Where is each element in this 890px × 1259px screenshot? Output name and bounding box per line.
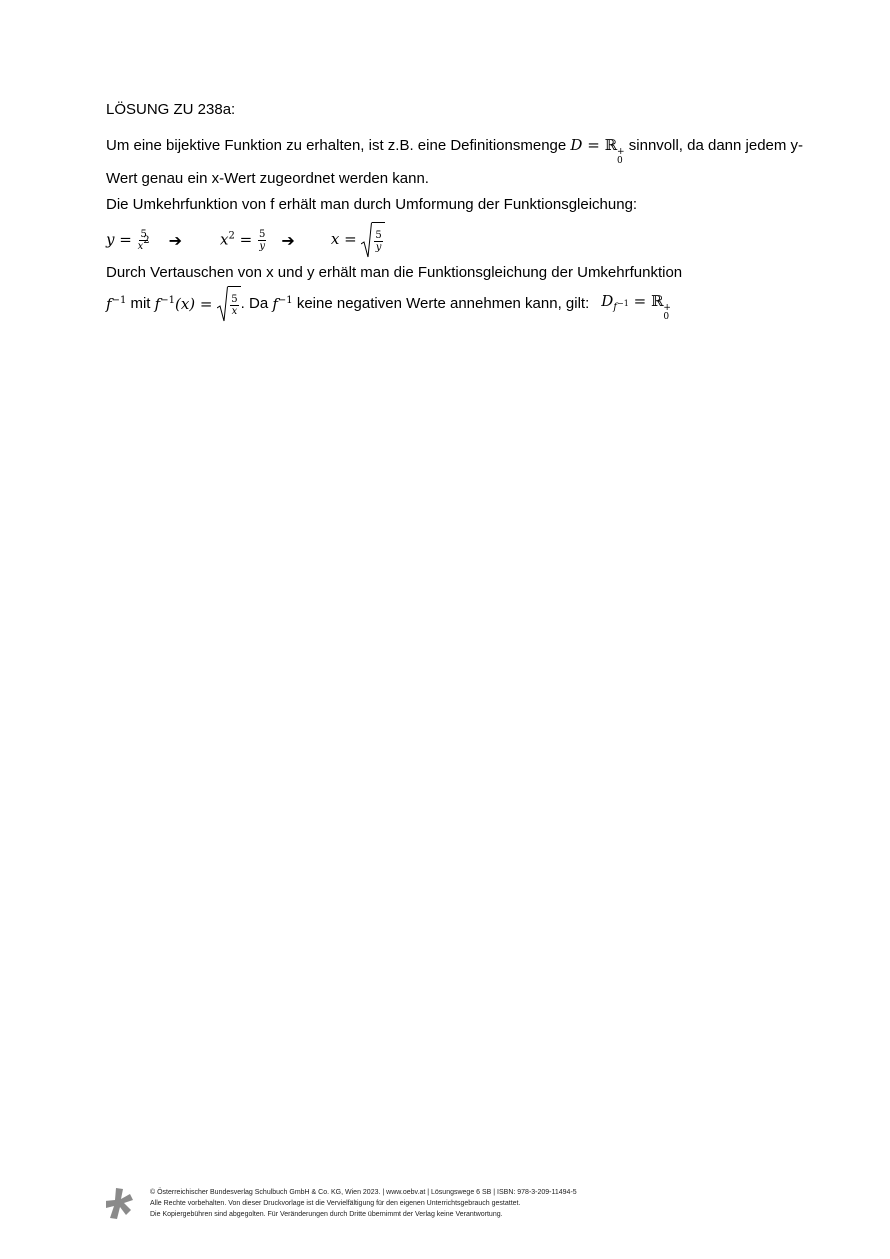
paragraph-vertauschen: Durch Vertauschen von x und y erhält man die Funktionsgleichung der Umkehrfunktion (106, 264, 683, 281)
equation-1: y = $\frac{5}{x2}$ (106, 228, 150, 252)
paragraph-definitionsmenge (106, 132, 806, 192)
footer-rights: Alle Rechte vorbehalten. Von dieser Druckvorlage ist die Vervielfältigung für den eigenen Unterrichtsgebrauch gestattet. (150, 1200, 521, 1207)
equation-3: x = $\frac{5}{y}$ (331, 222, 385, 258)
domain-of-inverse-formula: $D_{f^{-1}}$ = ℝ + 0 (601, 292, 671, 322)
square-root (361, 222, 384, 258)
footer-text (150, 1187, 577, 1220)
fraction: $\frac{5}{y}$ (375, 229, 382, 253)
domain-formula: D = ℝ + 0 (570, 136, 625, 166)
p1-text-before: Um eine bijektive Funktion zu erhalten, ist z.B. eine Definitionsmenge (106, 137, 567, 154)
footer-fees: Die Kopiergebühren sind abgegolten. Für Veränderungen durch Dritte übernimmt der Verlag keine Verantwortung. (150, 1211, 503, 1218)
paragraph-inverse-function: $f^{-1}$ mit $f^{-1}(x)$ = $\frac{5}{x}$ . Da $f^{-1}$ keine negativen Werte annehmen kann, gilt: $D_{f^{-1}}$ = ℝ + 0 (106, 286, 806, 322)
fraction: $\frac{5}{x}$ (231, 293, 238, 317)
page-heading: LÖSUNG ZU 238a: (106, 101, 236, 118)
inverse-formula: $f^{-1}(x)$ = (154, 295, 213, 313)
right-arrow-icon: ➔ (168, 230, 183, 250)
equation-row (106, 220, 806, 260)
page-content (106, 100, 806, 322)
p1-text-after: sinnvoll, da dann jedem y-Wert genau ein x-Wert zugeordnet werden kann. (106, 137, 804, 187)
square-root (217, 286, 240, 322)
fraction: $\frac{5}{x2}$ (137, 228, 150, 252)
page-footer (106, 1188, 806, 1220)
radical-sign-icon (217, 286, 228, 322)
radical-sign-icon (361, 222, 372, 258)
paragraph-umkehrfunktion: Die Umkehrfunktion von f erhält man durch Umformung der Funktionsgleichung: (106, 196, 638, 213)
fraction: $\frac{5}{y}$ (259, 228, 266, 252)
equation-2: $x^2$ = $\frac{5}{y}$ (220, 228, 266, 252)
oebv-logo-icon (106, 1188, 136, 1220)
right-arrow-icon: ➔ (281, 230, 295, 250)
footer-copyright: © Österreichischer Bundesverlag Schulbuch GmbH & Co. KG, Wien 2023. | www.oebv.at | Lösungswege 6 SB | ISBN: 978-3-209-11494-5 (150, 1189, 577, 1196)
